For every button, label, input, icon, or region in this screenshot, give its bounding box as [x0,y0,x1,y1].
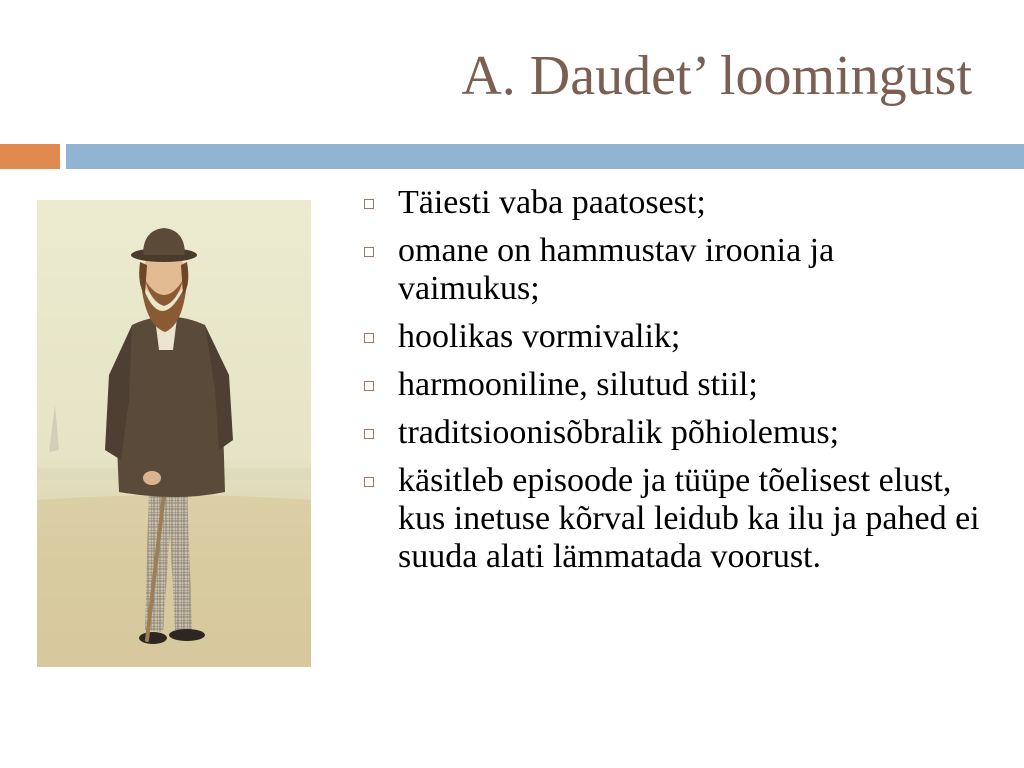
list-item [362,232,982,308]
accent-bar-blue [66,144,1024,169]
slide-title: A. Daudet’ loomingust [461,45,972,107]
list-item-text: traditsioonisõbralik põhiolemus; [398,414,840,451]
square-bullet-icon [364,477,374,487]
list-item [362,414,982,452]
portrait-caricature-icon [37,200,311,667]
portrait-image [37,200,311,667]
list-item [362,366,982,404]
list-item-text: Täiesti vaba paatosest; [398,184,706,221]
square-bullet-icon [364,199,374,209]
list-item-text: omane on hammustav iroonia ja vaimukus; [398,232,835,307]
list-item-text: harmooniline, silutud stiil; [398,366,758,403]
square-bullet-icon [364,333,374,343]
list-item-text: hoolikas vormivalik; [398,318,681,355]
list-item-text: käsitleb episoode ja tüüpe tõelisest elust, kus inetuse kõrval leidub ka ilu ja pahed ei suuda alati lämmatada voorust. [398,462,980,575]
square-bullet-icon [364,247,374,257]
list-item [362,462,982,576]
accent-bar-orange [0,144,60,169]
list-item [362,184,982,222]
list-item [362,318,982,356]
square-bullet-icon [364,381,374,391]
bullet-list [362,184,982,586]
square-bullet-icon [364,429,374,439]
